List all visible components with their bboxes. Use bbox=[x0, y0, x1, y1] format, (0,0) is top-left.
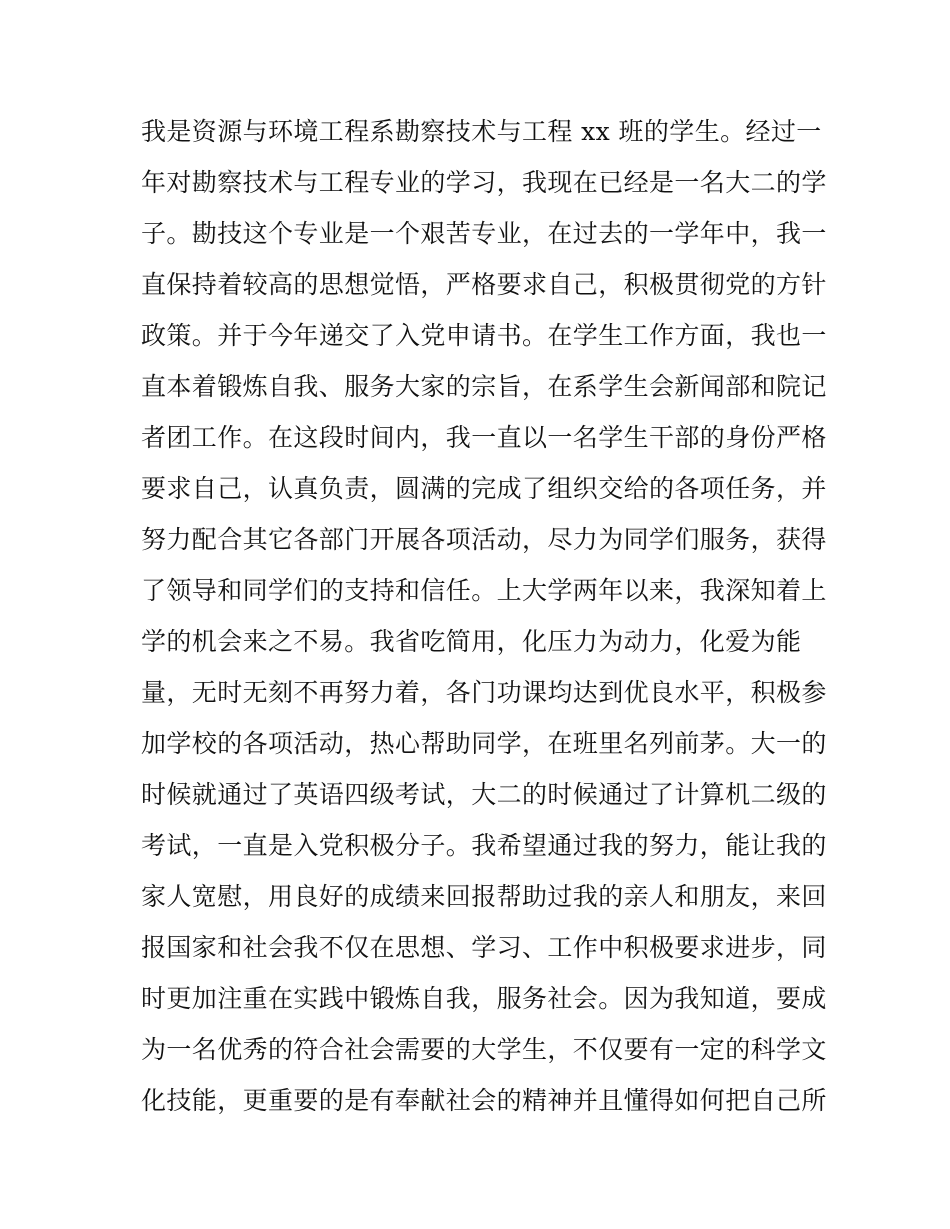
text-line: 子。勘技这个专业是一个艰苦专业，在过去的一学年中，我一 bbox=[141, 219, 827, 248]
text-line: 我是资源与环境工程系勘察技术与工程 xx 班的学生。经过一 bbox=[141, 117, 822, 146]
text-line: 直保持着较高的思想觉悟，严格要求自己，积极贯彻党的方针 bbox=[141, 270, 827, 299]
text-line: 考试，一直是入党积极分子。我希望通过我的努力，能让我的 bbox=[141, 831, 827, 860]
text-line: 为一名优秀的符合社会需要的大学生，不仅要有一定的科学文 bbox=[141, 1035, 827, 1064]
text-line: 要求自己，认真负责，圆满的完成了组织交给的各项任务，并 bbox=[141, 474, 827, 503]
text-line: 报国家和社会我不仅在思想、学习、工作中积极要求进步，同 bbox=[141, 933, 827, 962]
text-line: 年对勘察技术与工程专业的学习，我现在已经是一名大二的学 bbox=[141, 168, 827, 197]
text-line: 时更加注重在实践中锻炼自我，服务社会。因为我知道，要成 bbox=[141, 984, 827, 1013]
text-line: 直本着锻炼自我、服务大家的宗旨，在系学生会新闻部和院记 bbox=[141, 372, 827, 401]
text-line: 量，无时无刻不再努力着，各门功课均达到优良水平，积极参 bbox=[141, 678, 827, 707]
text-line: 学的机会来之不易。我省吃简用，化压力为动力，化爱为能 bbox=[141, 627, 802, 656]
text-line: 加学校的各项活动，热心帮助同学，在班里名列前茅。大一的 bbox=[141, 729, 827, 758]
text-line: 家人宽慰，用良好的成绩来回报帮助过我的亲人和朋友，来回 bbox=[141, 882, 827, 911]
text-line: 了领导和同学们的支持和信任。上大学两年以来，我深知着上 bbox=[141, 576, 827, 605]
text-line: 政策。并于今年递交了入党申请书。在学生工作方面，我也一 bbox=[141, 321, 827, 350]
text-line: 时候就通过了英语四级考试，大二的时候通过了计算机二级的 bbox=[141, 780, 827, 809]
text-line: 努力配合其它各部门开展各项活动，尽力为同学们服务，获得 bbox=[141, 525, 827, 554]
text-line: 者团工作。在这段时间内，我一直以一名学生干部的身份严格 bbox=[141, 423, 827, 452]
body-paragraph bbox=[141, 112, 827, 1132]
text-line: 化技能，更重要的是有奉献社会的精神并且懂得如何把自己所 bbox=[141, 1086, 827, 1115]
